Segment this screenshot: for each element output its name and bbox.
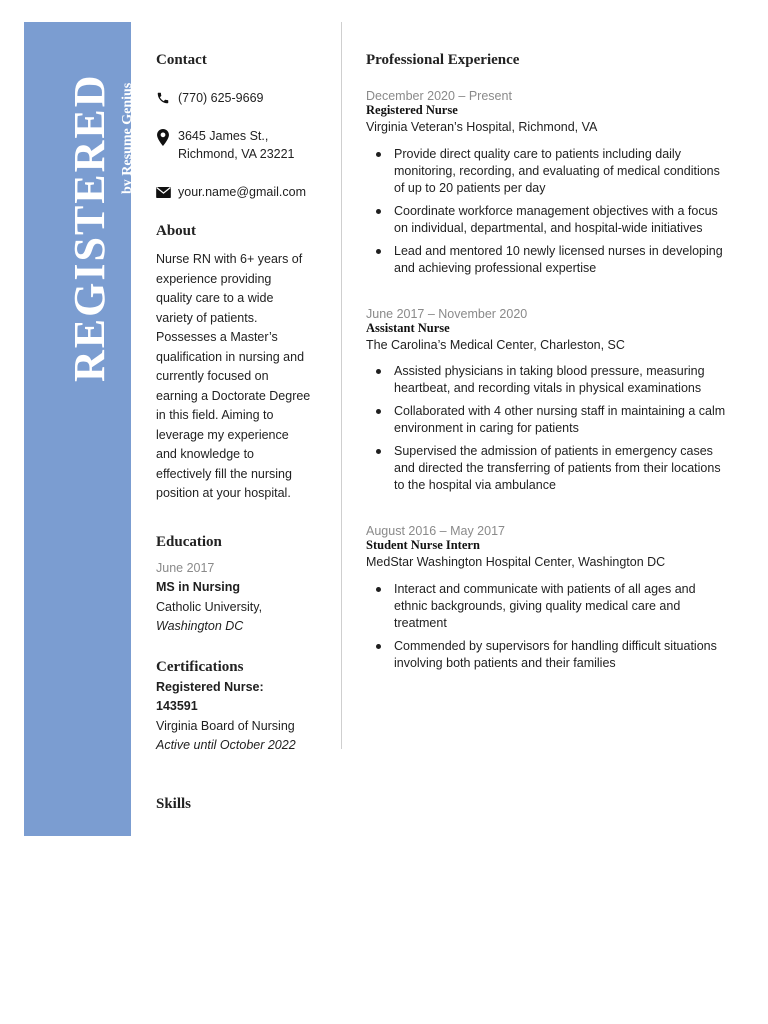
job-bullet: Provide direct quality care to patients including daily monitoring, recording, and evaluating of medical conditions of up to 20 patients per day (366, 146, 736, 197)
job-entry (366, 89, 736, 277)
job-bullet: Lead and mentored 10 newly licensed nurses in developing and achieving professional expertise (366, 243, 736, 277)
job-bullet: Assisted physicians in taking blood pressure, measuring heartbeat, and recording vitals in physical examinations (366, 363, 736, 397)
email-address: your.name@gmail.com (178, 185, 307, 199)
column-divider (341, 22, 342, 749)
about-line: position at your hospital. (156, 486, 291, 500)
certifications-heading: Certifications (156, 658, 244, 675)
job-bullet: Commended by supervisors for handling difficult situations involving both patients and their families (366, 638, 736, 672)
job-entry (366, 524, 736, 672)
certification-name-line-2: 143591 (156, 699, 198, 713)
about-line: Nurse RN with 6+ years of (156, 252, 303, 266)
job-dates: August 2016 – May 2017 (366, 524, 505, 538)
address-line-1: 3645 James St., (178, 129, 269, 143)
job-employer: Virginia Veteran’s Hospital, Richmond, VA (366, 120, 598, 134)
location-pin-icon (156, 127, 178, 146)
job-entry (366, 307, 736, 495)
email-row (156, 183, 326, 201)
about-line: effectively fill the nursing (156, 466, 292, 481)
certification-status: Active until October 2022 (156, 738, 296, 752)
job-title: Registered Nurse (366, 103, 458, 117)
phone-icon (156, 89, 178, 105)
education-school: Catholic University, (156, 599, 263, 614)
phone-number: (770) 625-9669 (178, 91, 264, 105)
about-heading: About (156, 223, 197, 239)
job-employer: The Carolina’s Medical Center, Charleston, SC (366, 337, 625, 352)
skills-heading: Skills (156, 795, 192, 812)
experience-heading: Professional Experience (366, 52, 520, 68)
education-heading: Education (156, 533, 222, 550)
job-bullet: Coordinate workforce management objectives with a focus on individual, departmental, and hospital-wide initiatives (366, 203, 736, 237)
name-banner (24, 22, 135, 836)
about-line: Possesses a Master’s (156, 330, 278, 344)
job-title: Student Nurse Intern (366, 538, 480, 552)
envelope-icon (156, 183, 178, 198)
about-line: leverage my experience (156, 427, 289, 442)
banner-subtitle: by Resume Genius (120, 82, 135, 194)
education-location: Washington DC (156, 619, 244, 633)
about-line: in this field. Aiming to (156, 408, 274, 422)
about-line: quality care to a wide (156, 291, 274, 305)
job-bullet: Interact and communicate with patients of all ages and ethnic backgrounds, giving quality medical care and treatment (366, 581, 736, 632)
about-line: currently focused on (156, 369, 269, 383)
job-bullets (366, 581, 736, 672)
education-degree: MS in Nursing (156, 580, 241, 594)
banner-title: REGISTERED (65, 73, 114, 382)
job-dates: December 2020 – Present (366, 89, 512, 103)
job-dates: June 2017 – November 2020 (366, 306, 528, 321)
contact-heading: Contact (156, 52, 207, 68)
right-column (366, 52, 736, 678)
job-title: Assistant Nurse (366, 320, 450, 335)
about-line: variety of patients. (156, 310, 258, 325)
certification-name-line-1: Registered Nurse: (156, 679, 264, 694)
left-column (156, 52, 326, 813)
job-bullet: Supervised the admission of patients in emergency cases and directed the transferring of patients from their locations to the hospital via ambulance (366, 443, 736, 494)
about-line: experience providing (156, 271, 272, 286)
job-bullets (366, 363, 736, 494)
job-employer: MedStar Washington Hospital Center, Washington DC (366, 555, 666, 569)
about-line: earning a Doctorate Degree (156, 388, 311, 403)
about-text (156, 250, 326, 504)
education-date: June 2017 (156, 560, 215, 575)
address-line-2: Richmond, VA 23221 (178, 147, 295, 161)
about-line: qualification in nursing and (156, 349, 305, 364)
job-bullets (366, 146, 736, 277)
address-row (156, 127, 326, 163)
about-line: and knowledge to (156, 447, 254, 461)
job-bullet: Collaborated with 4 other nursing staff in maintaining a calm environment in caring for patients (366, 403, 736, 437)
phone-row (156, 89, 326, 107)
certification-issuer: Virginia Board of Nursing (156, 718, 295, 733)
